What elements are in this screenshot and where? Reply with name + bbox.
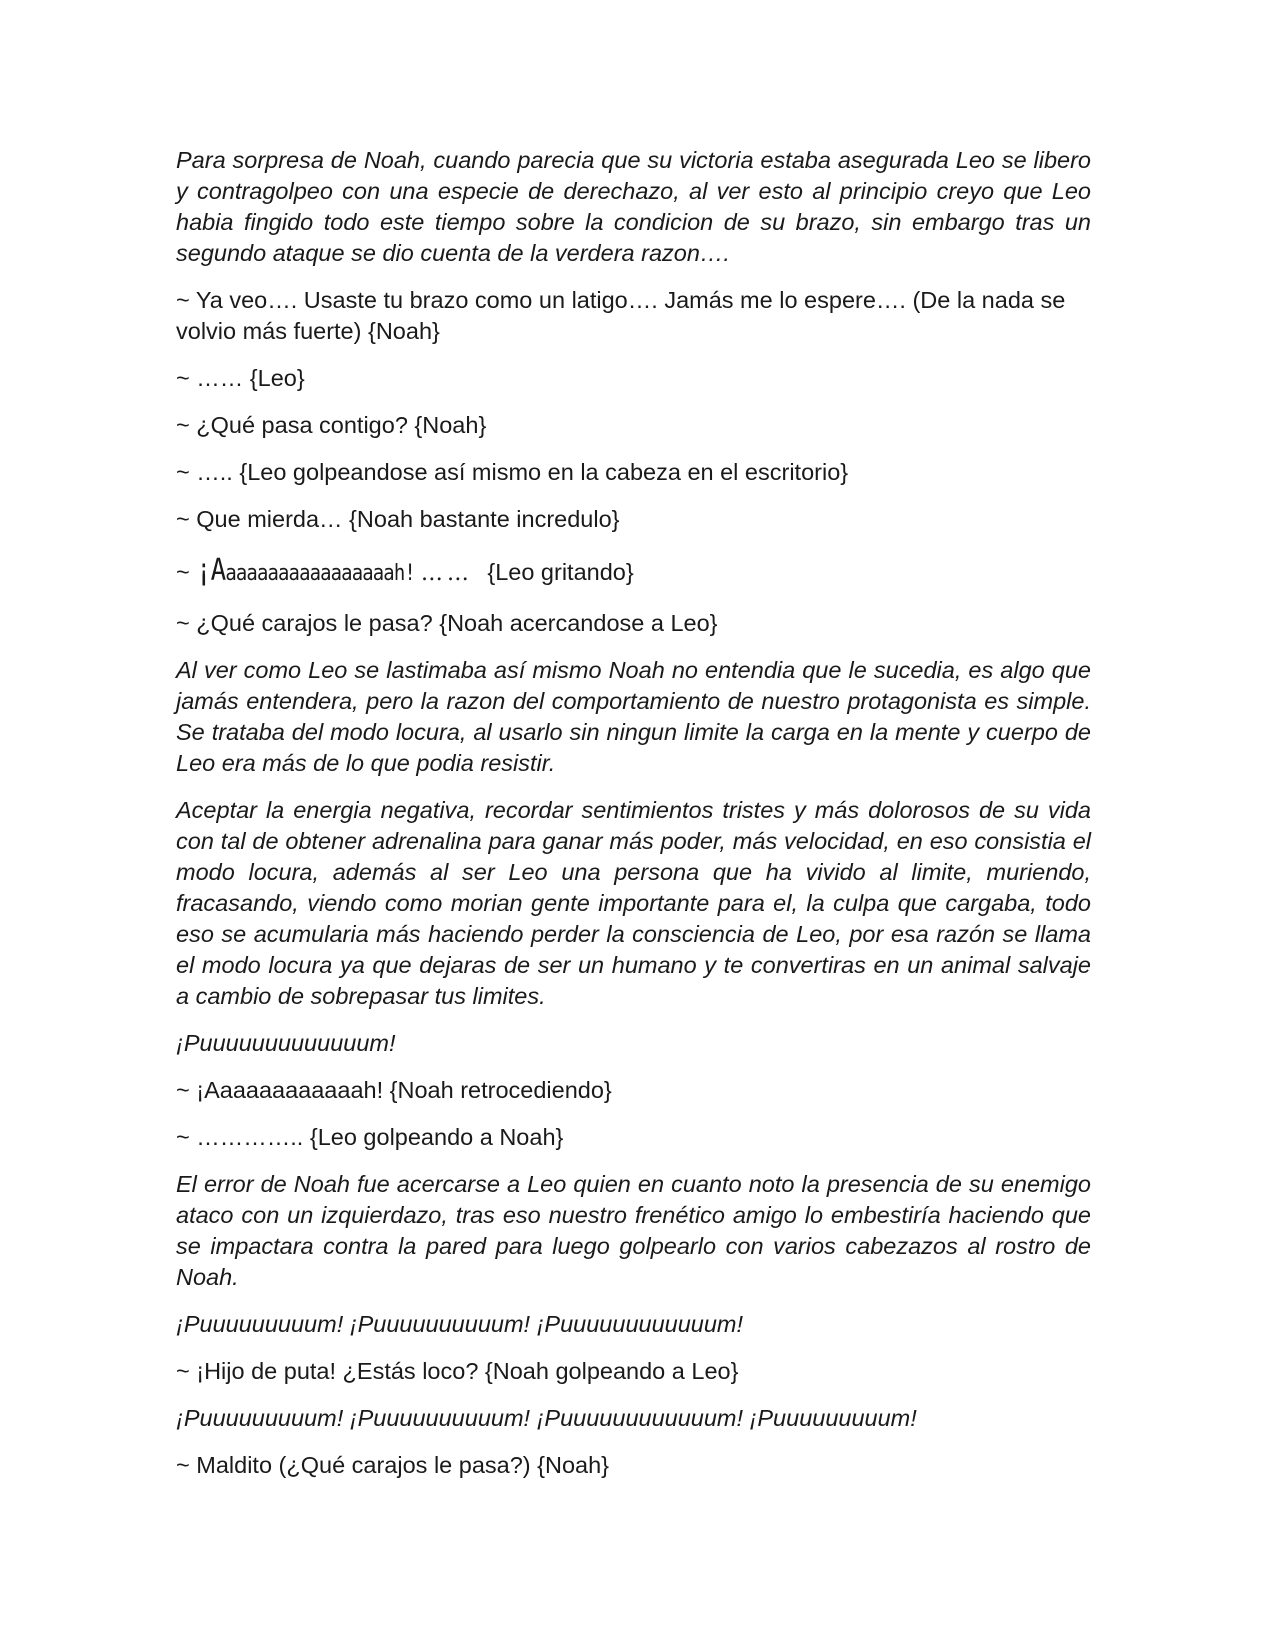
dialogue-line: ~ ¡Aaaaaaaaaaaah! {Noah retrocediendo} xyxy=(176,1077,612,1103)
dialogue-line: ~ ¿Qué pasa contigo? {Noah} xyxy=(176,412,487,438)
dialogue-prefix: ~ xyxy=(176,559,197,585)
sound-effect: ¡Puuuuuuuuuuuuum! xyxy=(176,1030,396,1056)
document-page xyxy=(176,145,1091,1497)
scream-mark: ¡ xyxy=(196,553,211,588)
scream-cap: A xyxy=(210,553,226,588)
scream-dots: …… xyxy=(420,561,473,586)
dialogue-line: ~ ¿Qué carajos le pasa? {Noah acercandose a Leo} xyxy=(176,610,718,636)
narration-paragraph: Para sorpresa de Noah, cuando parecia que su victoria estaba asegurada Leo se libero y contragolpeo con una especie de derechazo, al ver esto al principio creyo que Leo habia fingido todo este tiempo sobre la condicion de su brazo, sin embargo tras un segundo ataque se dio cuenta de la verdera razon…. xyxy=(176,147,1091,266)
dialogue-line: ~ Que mierda… {Noah bastante incredulo} xyxy=(176,506,620,532)
narration-paragraph: Al ver como Leo se lastimaba así mismo Noah no entendia que le sucedia, es algo que jamás entendera, pero la razon del comportamiento de nuestro protagonista es simple. Se trataba del modo locura, al usarlo sin ningun limite la carga en la mente y cuerpo de Leo era más de lo que podia resistir. xyxy=(176,657,1091,776)
scream-dialogue-line xyxy=(176,551,1091,594)
scream-text xyxy=(196,551,415,594)
scream-body: aaaaaaaaaaaaaaaah! xyxy=(225,561,416,586)
dialogue-line: ~ ¡Hijo de puta! ¿Estás loco? {Noah golpeando a Leo} xyxy=(176,1358,739,1384)
narration-paragraph: El error de Noah fue acercarse a Leo quien en cuanto noto la presencia de su enemigo ataco con un izquierdazo, tras eso nuestro frenético amigo lo embestiría haciendo que se impactara contra la pared para luego golpearlo con varios cabezazos al rostro de Noah. xyxy=(176,1171,1091,1290)
sound-effect: ¡Puuuuuuuuum! ¡Puuuuuuuuuum! ¡Puuuuuuuuuuuum! xyxy=(176,1311,744,1337)
narration-paragraph: Aceptar la energia negativa, recordar sentimientos tristes y más dolorosos de su vida con tal de obtener adrenalina para ganar más poder, más velocidad, en eso consistia el modo locura, además al ser Leo una persona que ha vivido al limite, muriendo, fracasando, viendo como morian gente importante para el, la culpa que cargaba, todo eso se acumularia más haciendo perder la consciencia de Leo, por esa razón se llama el modo locura ya que dejaras de ser un humano y te convertiras en un animal salvaje a cambio de sobrepasar tus limites. xyxy=(176,797,1091,1009)
dialogue-line: ~ Maldito (¿Qué carajos le pasa?) {Noah} xyxy=(176,1452,610,1478)
sound-effect: ¡Puuuuuuuuum! ¡Puuuuuuuuuum! ¡Puuuuuuuuuuuum! ¡Puuuuuuuuum! xyxy=(176,1405,917,1431)
dialogue-line: ~ Ya veo…. Usaste tu brazo como un latigo…. Jamás me lo espere…. (De la nada se volvio más fuerte) {Noah} xyxy=(176,287,1066,344)
dialogue-line: ~ …… {Leo} xyxy=(176,365,305,391)
dialogue-line: ~ ….. {Leo golpeandose así mismo en la cabeza en el escritorio} xyxy=(176,459,849,485)
scream-speaker: {Leo gritando} xyxy=(487,559,634,585)
dialogue-line: ~ ………….. {Leo golpeando a Noah} xyxy=(176,1124,564,1150)
